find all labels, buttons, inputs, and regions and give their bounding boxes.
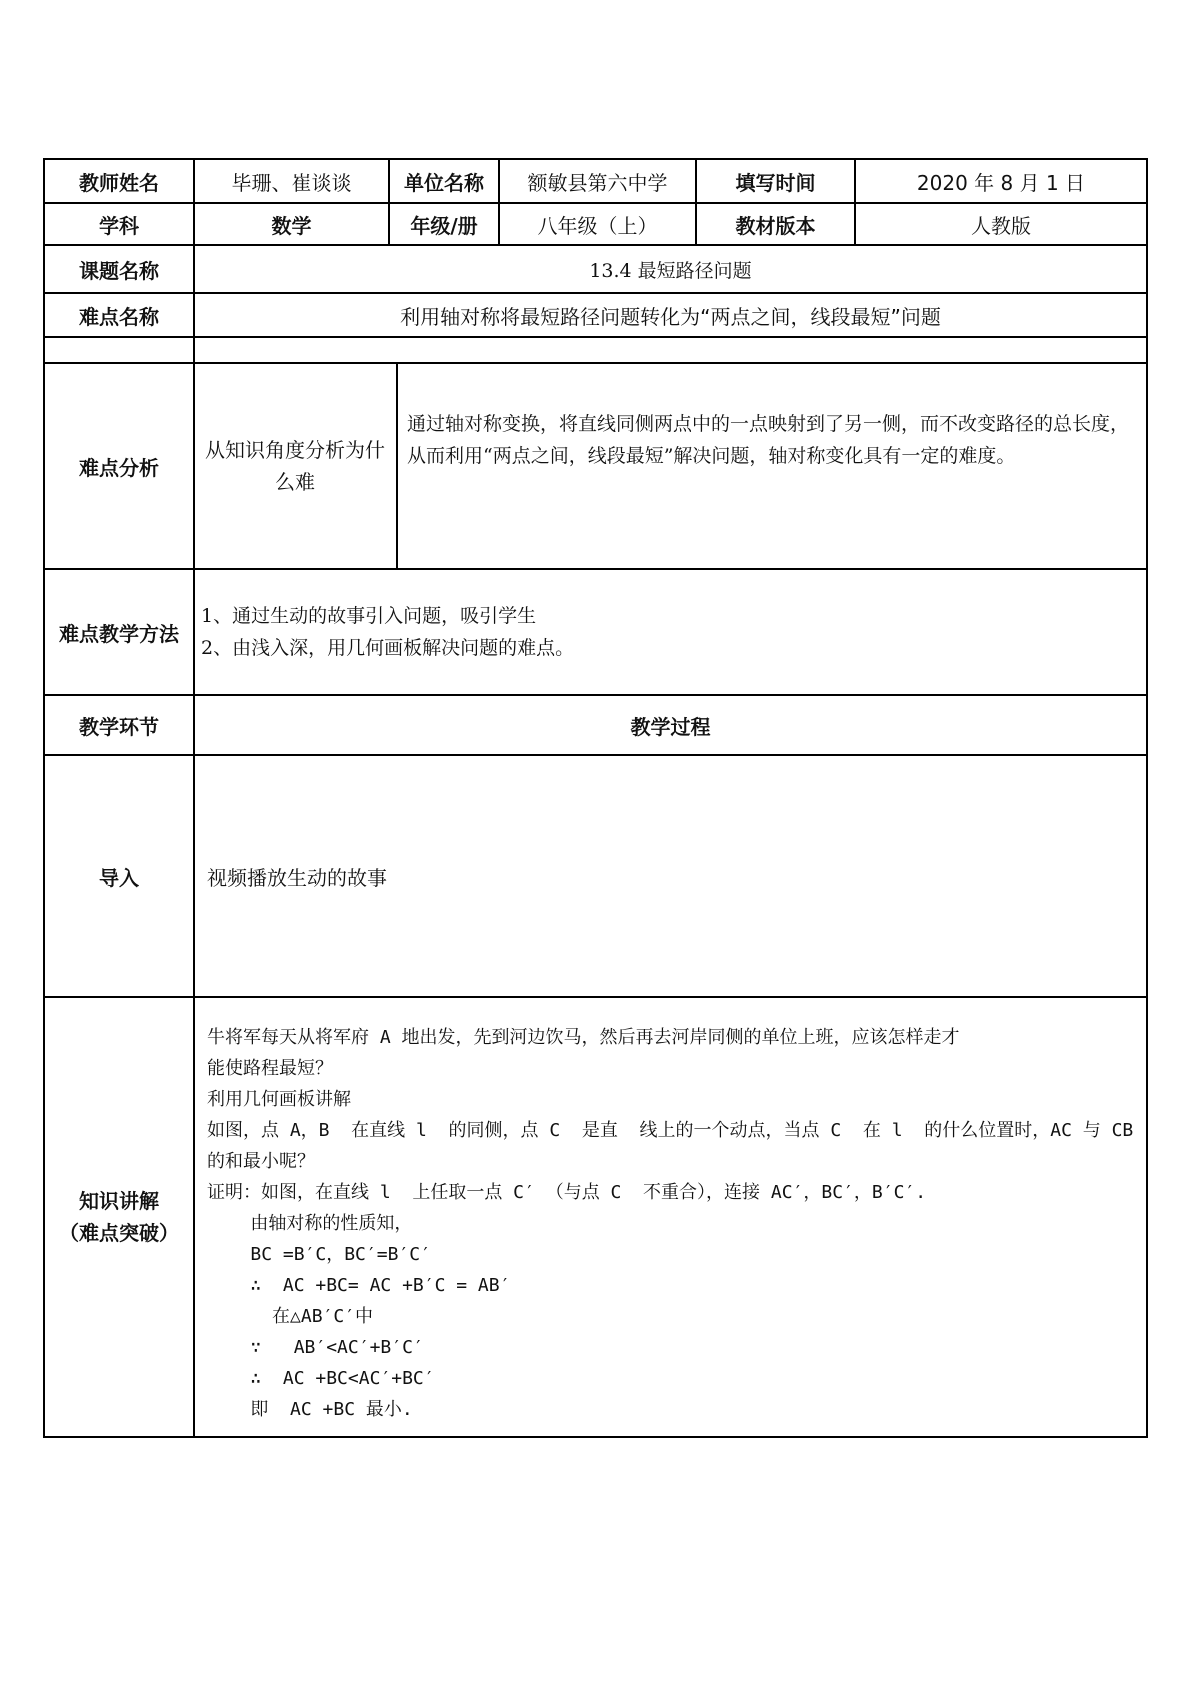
knowledge-line-6: 证明：如图，在直线 l 上任取一点 C′ （与点 C 不重合），连接 AC′，BC′，B′C′. [207, 1182, 927, 1203]
knowledge-label-line-2: （难点突破） [59, 1221, 179, 1245]
unit-name-label: 单位名称 [404, 170, 484, 195]
analysis-label: 难点分析 [79, 455, 159, 480]
teacher-name-label: 教师姓名 [79, 170, 159, 195]
edition-value: 人教版 [971, 213, 1031, 238]
teacher-name-value: 毕珊、崔谈谈 [231, 170, 352, 195]
fill-date-value: 2020 年 8 月 1 日 [916, 170, 1086, 195]
topic-value: 13.4 最短路径问题 [589, 259, 752, 282]
unit-name-value: 额敏县第六中学 [527, 170, 668, 195]
knowledge-line-11: ∵ AB′<AC′+B′C′ [207, 1337, 424, 1358]
knowledge-line-8: BC =B′C，BC′=B′C′ [207, 1244, 431, 1265]
fill-date-label: 填写时间 [735, 170, 816, 195]
difficulty-value: 利用轴对称将最短路径问题转化为“两点之间，线段最短”问题 [400, 304, 941, 329]
difficulty-label: 难点名称 [79, 304, 159, 329]
knowledge-content [207, 1022, 1143, 1432]
knowledge-label [45, 998, 193, 1436]
method-line-1: 1、通过生动的故事引入问题，吸引学生 [201, 605, 537, 627]
knowledge-label-line-1: 知识讲解 [79, 1189, 159, 1213]
knowledge-line-5: 的和最小呢？ [207, 1151, 315, 1172]
grade-label: 年级/册 [410, 213, 478, 238]
topic-label: 课题名称 [79, 258, 159, 283]
analysis-sub-label: 从知识角度分析为什么难 [205, 438, 385, 494]
edition-label: 教材版本 [735, 213, 816, 238]
knowledge-line-4: 如图，点 A，B 在直线 l 的同侧，点 C 是直 线上的一个动点，当点 C 在 l 的什么位置时，AC 与 CB [207, 1120, 1134, 1141]
knowledge-line-2: 能使路程最短？ [207, 1058, 333, 1079]
subject-value: 数学 [271, 213, 312, 238]
method-label: 难点教学方法 [59, 621, 179, 646]
grade-value: 八年级（上） [537, 213, 658, 238]
teaching-process-label: 教学过程 [630, 714, 711, 739]
teaching-stage-label: 教学环节 [79, 714, 159, 739]
intro-label: 导入 [99, 865, 139, 890]
knowledge-line-1: 牛将军每天从将军府 A 地出发，先到河边饮马，然后再去河岸同侧的单位上班，应该怎样走才 [207, 1027, 960, 1048]
knowledge-line-12: ∴ AC +BC<AC′+BC′ [207, 1368, 435, 1389]
knowledge-line-7: 由轴对称的性质知， [207, 1213, 413, 1234]
knowledge-line-10: 在△AB′C′中 [207, 1306, 374, 1327]
method-text [201, 570, 1141, 694]
analysis-text: 通过轴对称变换，将直线同侧两点中的一点映射到了另一侧，而不改变路径的总长度，从而利用“两点之间，线段最短”解决问题，轴对称变化具有一定的难度。 [407, 413, 1130, 467]
intro-text: 视频播放生动的故事 [207, 865, 387, 890]
knowledge-line-13: 即 AC +BC 最小. [207, 1399, 413, 1420]
knowledge-line-9: ∴ AC +BC= AC +B′C = AB′ [207, 1275, 511, 1296]
knowledge-line-3: 利用几何画板讲解 [207, 1089, 351, 1110]
method-line-2: 2、由浅入深，用几何画板解决问题的难点。 [201, 637, 575, 659]
lesson-plan-table [43, 158, 1148, 1438]
subject-label: 学科 [99, 213, 139, 238]
